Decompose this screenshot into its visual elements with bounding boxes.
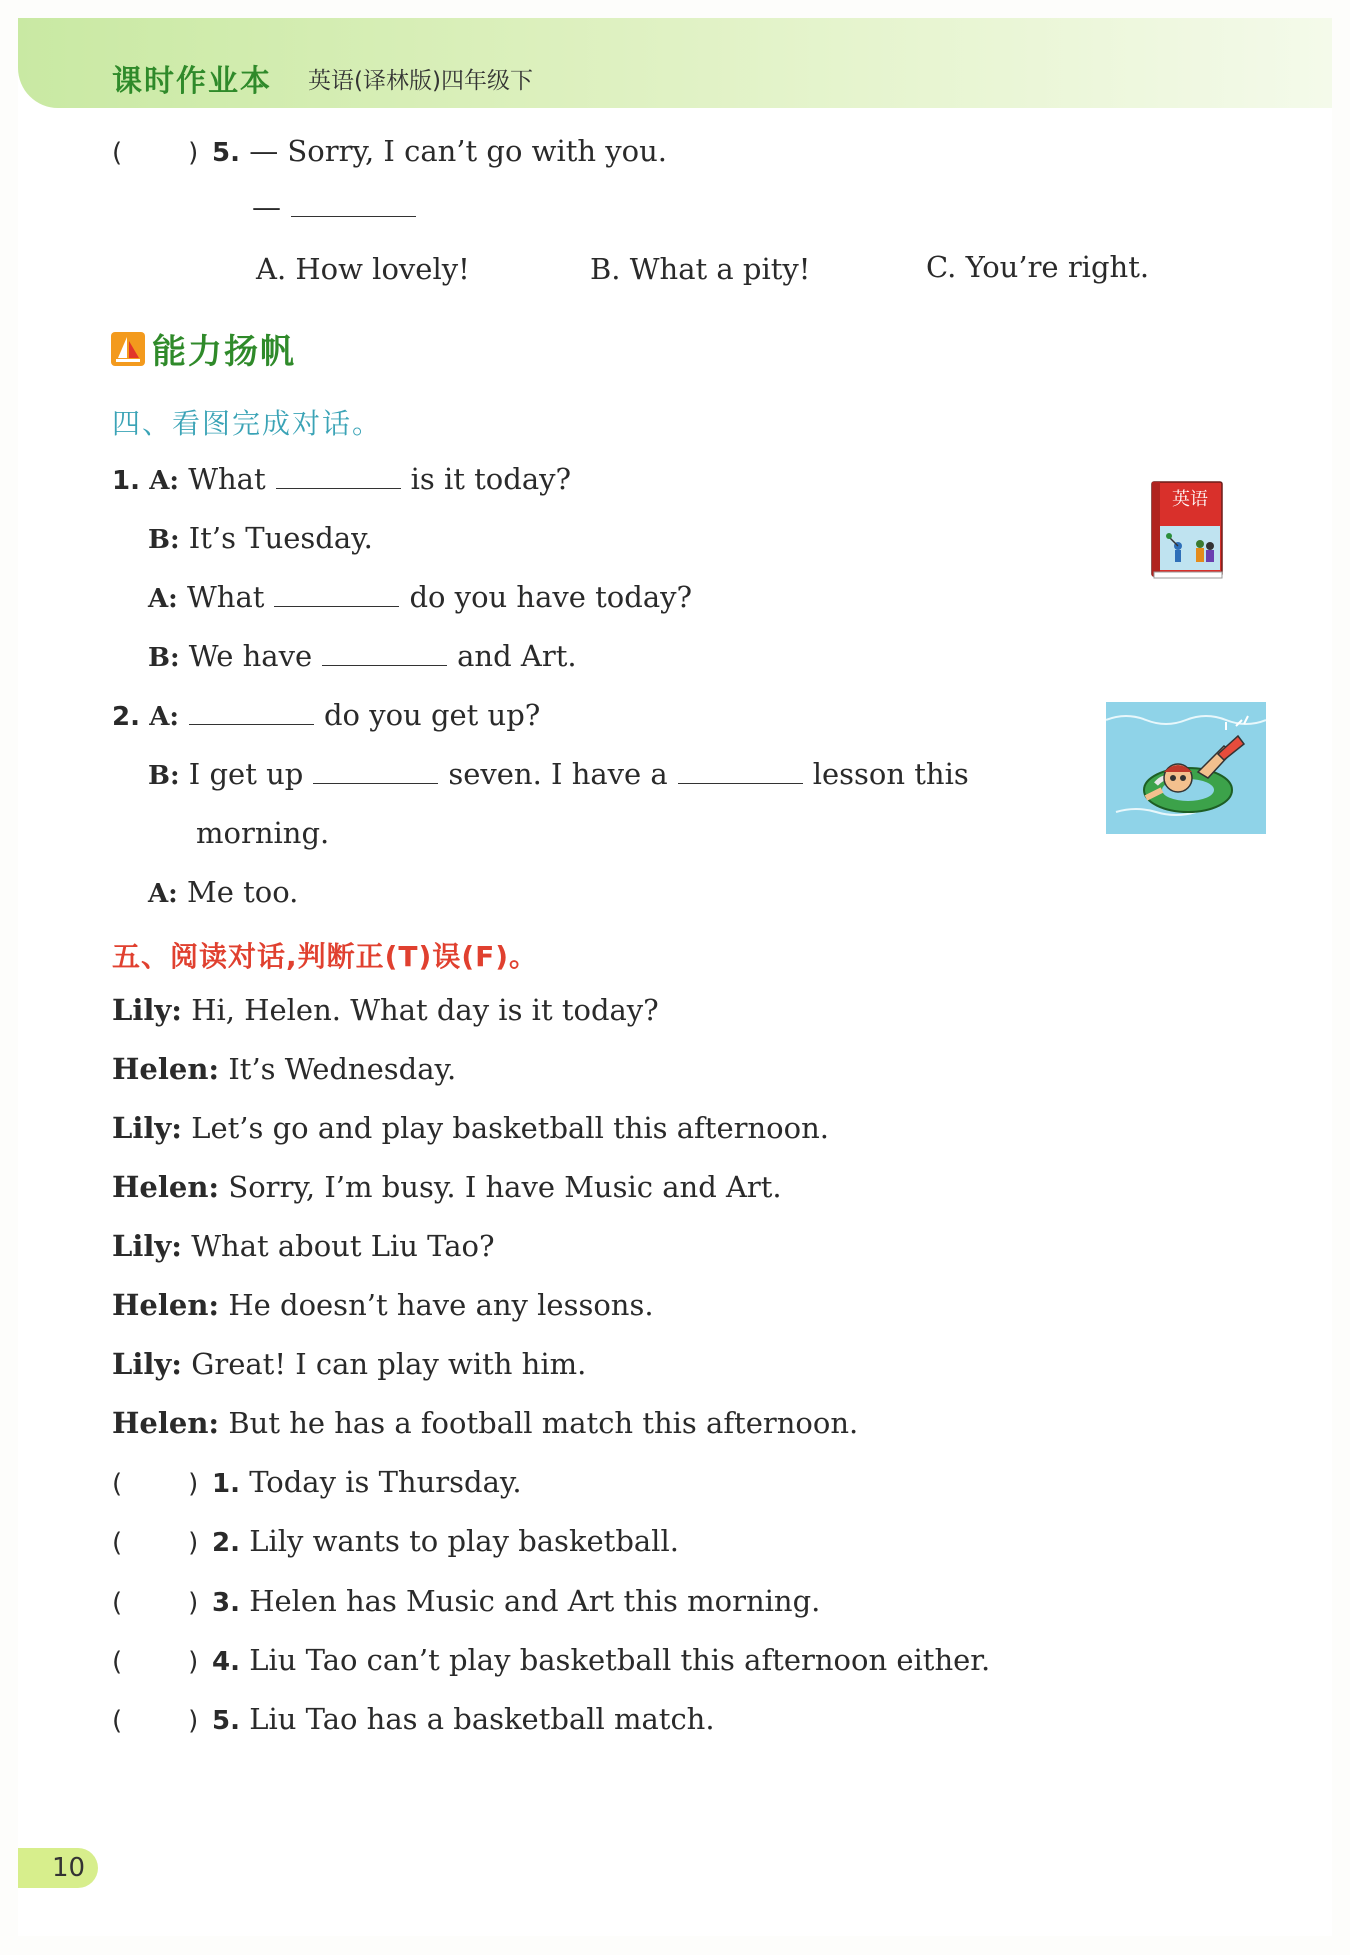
reply-dash: — — [252, 190, 281, 224]
speaker-label: Lily: — [112, 993, 182, 1027]
page-number: 10 — [18, 1848, 98, 1888]
dialogue-text: seven. I have a — [448, 757, 668, 791]
dialogue-line — [112, 1111, 829, 1145]
dialogue-line — [112, 1170, 782, 1204]
dialogue-text: I get up — [188, 757, 304, 791]
speaker-label: Helen: — [112, 1288, 220, 1322]
t4-q2-line3 — [148, 875, 298, 909]
tf-statement — [112, 1643, 990, 1677]
t4-q1-line2 — [148, 521, 373, 555]
speaker-label: Helen: — [112, 1170, 220, 1204]
dialogue-text: What about Liu Tao? — [191, 1229, 495, 1263]
speaker-label: Lily: — [112, 1347, 182, 1381]
dialogue-text: Let’s go and play basketball this afternoon. — [191, 1111, 829, 1145]
answer-blank[interactable] — [189, 698, 314, 725]
speaker-label: A: — [149, 466, 179, 496]
sail-icon — [110, 331, 146, 367]
answer-blank[interactable] — [322, 639, 447, 666]
dialogue-line — [112, 1347, 586, 1381]
question-number: 3. — [212, 1588, 240, 1618]
answer-paren[interactable]: ( ) — [112, 1469, 199, 1499]
dialogue-text: Great! I can play with him. — [191, 1347, 587, 1381]
speaker-label: A: — [149, 702, 179, 732]
dialogue-text: It’s Tuesday. — [188, 521, 373, 555]
swimming-boy-icon — [1106, 702, 1266, 834]
speaker-label: A: — [148, 879, 178, 909]
t4-q2-line2-cont: morning. — [196, 816, 330, 850]
dialogue-text: Me too. — [187, 875, 299, 909]
answer-blank[interactable] — [291, 190, 416, 217]
q5-prompt: — Sorry, I can’t go with you. — [249, 134, 668, 168]
statement-text: Lily wants to play basketball. — [249, 1524, 679, 1558]
task5-heading: 五、阅读对话,判断正(T)误(F)。 — [112, 940, 539, 973]
dialogue-text: do you get up? — [323, 698, 541, 732]
t4-q2-line2 — [148, 757, 969, 791]
q5-reply-line — [252, 190, 416, 224]
speaker-label: B: — [148, 761, 180, 791]
dialogue-text: do you have today? — [409, 580, 693, 614]
book-label: 英语 — [1172, 489, 1208, 510]
speaker-label: Helen: — [112, 1406, 220, 1440]
speaker-label: Lily: — [112, 1229, 182, 1263]
speaker-label: Lily: — [112, 1111, 182, 1145]
statement-text: Helen has Music and Art this morning. — [249, 1584, 821, 1618]
dialogue-line — [112, 1406, 858, 1440]
dialogue-line — [112, 1288, 654, 1322]
dialogue-text: is it today? — [410, 462, 572, 496]
q5-option-b[interactable]: B. What a pity! — [590, 252, 811, 286]
answer-blank[interactable] — [276, 462, 401, 489]
question-number: 2. — [212, 1528, 240, 1558]
task4-heading: 四、看图完成对话。 — [112, 407, 383, 440]
english-book-icon — [1148, 480, 1226, 580]
q5-option-c[interactable]: C. You’re right. — [926, 250, 1150, 284]
dialogue-line — [112, 1229, 495, 1263]
dialogue-text: It’s Wednesday. — [228, 1052, 457, 1086]
tf-statement — [112, 1584, 820, 1618]
dialogue-line — [112, 1052, 456, 1086]
dialogue-text: But he has a football match this afternoon. — [228, 1406, 859, 1440]
dialogue-text: and Art. — [457, 639, 577, 673]
answer-paren[interactable]: ( ) — [112, 1528, 199, 1558]
question-number: 2. — [112, 702, 140, 732]
answer-blank[interactable] — [274, 580, 399, 607]
answer-blank[interactable] — [313, 757, 438, 784]
dialogue-text: We have — [188, 639, 313, 673]
question-number: 5. — [212, 1706, 240, 1736]
dialogue-text: Sorry, I’m busy. I have Music and Art. — [228, 1170, 782, 1204]
dialogue-text: What — [188, 462, 266, 496]
dialogue-text: What — [187, 580, 265, 614]
answer-blank[interactable] — [678, 757, 803, 784]
answer-paren[interactable]: ( ) — [112, 1588, 199, 1618]
t4-q1-line3 — [148, 580, 692, 614]
answer-paren[interactable]: ( ) — [112, 138, 199, 168]
speaker-label: B: — [148, 643, 180, 673]
tf-statement — [112, 1702, 715, 1736]
question-number: 4. — [212, 1647, 240, 1677]
speaker-label: A: — [148, 584, 178, 614]
section-title: 能力扬帆 — [152, 332, 296, 372]
statement-text: Liu Tao has a basketball match. — [249, 1702, 715, 1736]
tf-statement — [112, 1465, 522, 1499]
dialogue-text: lesson this — [812, 757, 969, 791]
answer-paren[interactable]: ( ) — [112, 1706, 199, 1736]
book-subtitle: 英语(译林版)四年级下 — [308, 68, 533, 94]
t4-q1-line4 — [148, 639, 577, 673]
question-number: 1. — [112, 466, 140, 496]
speaker-label: Helen: — [112, 1052, 220, 1086]
q5-prompt-line — [112, 134, 667, 168]
statement-text: Today is Thursday. — [249, 1465, 522, 1499]
t4-q2-line1 — [112, 698, 540, 732]
dialogue-text: Hi, Helen. What day is it today? — [191, 993, 659, 1027]
statement-text: Liu Tao can’t play basketball this afternoon either. — [249, 1643, 991, 1677]
answer-paren[interactable]: ( ) — [112, 1647, 199, 1677]
book-title: 课时作业本 — [112, 64, 272, 99]
question-number: 5. — [212, 138, 240, 168]
q5-option-a[interactable]: A. How lovely! — [256, 252, 470, 286]
dialogue-line — [112, 993, 659, 1027]
question-number: 1. — [212, 1469, 240, 1499]
tf-statement — [112, 1524, 679, 1558]
dialogue-text: He doesn’t have any lessons. — [228, 1288, 654, 1322]
t4-q1-line1 — [112, 462, 571, 496]
speaker-label: B: — [148, 525, 180, 555]
section-heading — [110, 324, 296, 373]
